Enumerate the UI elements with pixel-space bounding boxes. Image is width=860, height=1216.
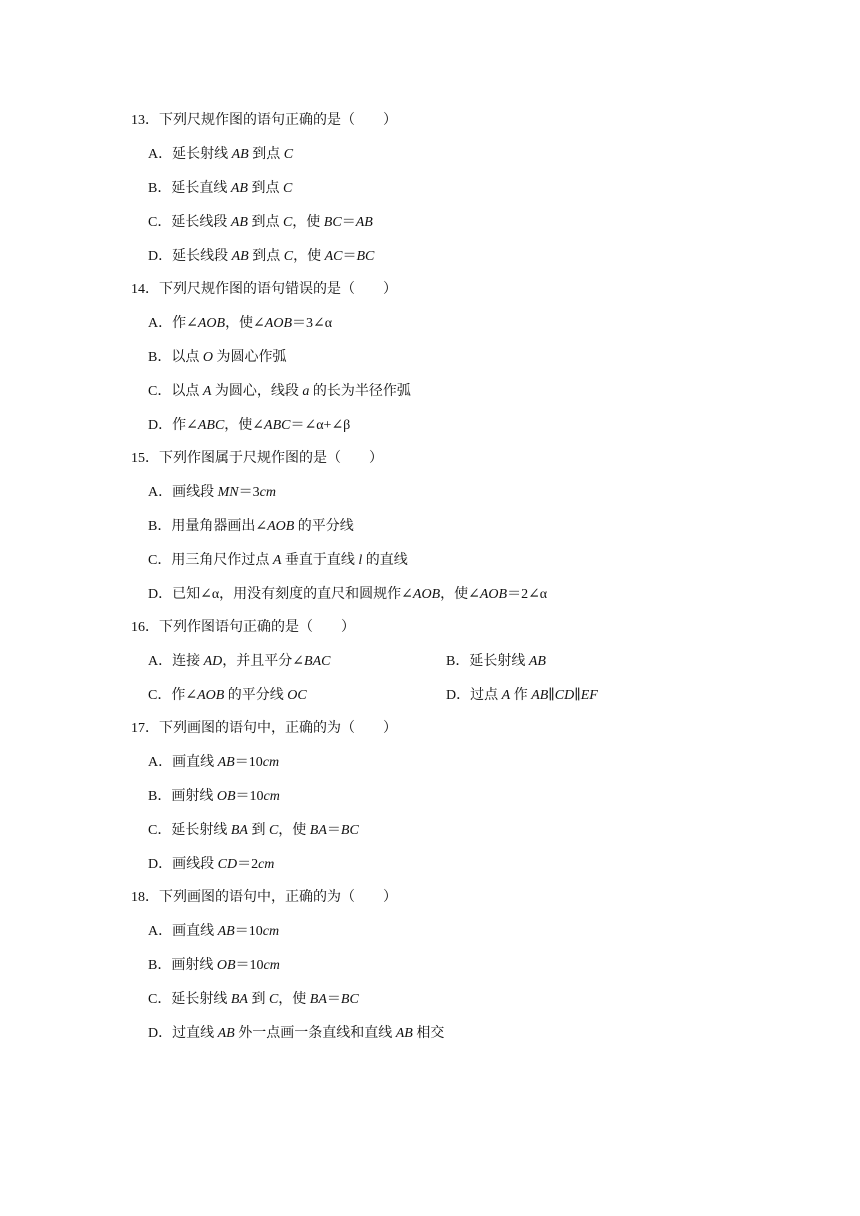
math-variable: cm bbox=[258, 857, 275, 872]
math-variable: AB bbox=[217, 924, 235, 939]
math-variable: A bbox=[202, 384, 212, 399]
math-variable: CD bbox=[217, 857, 238, 872]
math-variable: BA bbox=[230, 823, 248, 838]
math-variable: AB bbox=[217, 755, 235, 770]
math-variable: AB bbox=[528, 654, 546, 669]
math-variable: BAC bbox=[304, 654, 331, 669]
math-variable: MN bbox=[217, 485, 239, 500]
math-variable: AOB bbox=[412, 587, 441, 602]
math-variable: BC bbox=[340, 823, 359, 838]
question-14-stem: 14．下列尺规作图的语句错误的是（ ） bbox=[131, 282, 397, 297]
question-14-option-c: C．以点 A 为圆心，线段 a 的长为半径作弧 bbox=[148, 384, 411, 399]
math-variable: AOB bbox=[479, 587, 508, 602]
question-18-option-c: C．延长射线 BA 到 C，使 BA＝BC bbox=[148, 992, 359, 1007]
question-18-stem: 18．下列画图的语句中，正确的为（ ） bbox=[131, 890, 397, 905]
math-variable: C bbox=[283, 147, 294, 162]
question-14-option-d: D．作∠ABC，使∠ABC＝∠α+∠β bbox=[148, 418, 351, 433]
question-16-option-a: A．连接 AD，并且平分∠BAC bbox=[148, 654, 331, 669]
question-18-option-a: A．画直线 AB＝10cm bbox=[148, 924, 280, 939]
question-18-option-b: B．画射线 OB＝10cm bbox=[148, 958, 280, 973]
question-13-stem: 13．下列尺规作图的语句正确的是（ ） bbox=[131, 113, 397, 128]
math-variable: AOB bbox=[197, 316, 226, 331]
math-variable: ABC bbox=[264, 418, 291, 433]
math-variable: cm bbox=[262, 924, 280, 939]
math-variable: EF bbox=[580, 688, 598, 703]
question-16-option-b: B．延长射线 AB bbox=[446, 654, 546, 669]
math-variable: AC bbox=[324, 249, 343, 264]
math-variable: AD bbox=[203, 654, 223, 669]
math-variable: BC bbox=[356, 249, 375, 264]
math-variable: C bbox=[268, 992, 279, 1007]
math-variable: AOB bbox=[264, 316, 293, 331]
math-variable: BA bbox=[309, 992, 327, 1007]
question-17-option-b: B．画射线 OB＝10cm bbox=[148, 789, 280, 804]
math-variable: C bbox=[282, 181, 293, 196]
math-variable: BA bbox=[230, 992, 248, 1007]
question-18-option-d: D．过直线 AB 外一点画一条直线和直线 AB 相交 bbox=[148, 1026, 445, 1041]
math-variable: AB bbox=[395, 1026, 413, 1041]
math-variable: AB bbox=[231, 147, 249, 162]
math-variable: AB bbox=[230, 181, 248, 196]
question-13-option-d: D．延长线段 AB 到点 C，使 AC＝BC bbox=[148, 249, 375, 264]
math-variable: OB bbox=[216, 958, 236, 973]
question-16-option-c: C．作∠AOB 的平分线 OC bbox=[148, 688, 307, 703]
math-variable: cm bbox=[263, 958, 280, 973]
math-variable: cm bbox=[263, 789, 280, 804]
question-13-option-b: B．延长直线 AB 到点 C bbox=[148, 181, 293, 196]
question-16-option-d: D．过点 A 作 AB∥CD∥EF bbox=[446, 688, 598, 703]
math-variable: ABC bbox=[197, 418, 225, 433]
question-17-stem: 17．下列画图的语句中，正确的为（ ） bbox=[131, 721, 397, 736]
math-variable: OB bbox=[216, 789, 236, 804]
math-variable: AB bbox=[531, 688, 549, 703]
math-variable: AB bbox=[217, 1026, 235, 1041]
math-variable: AOB bbox=[197, 688, 225, 703]
question-15-option-b: B．用量角器画出∠AOB 的平分线 bbox=[148, 519, 354, 534]
math-variable: AOB bbox=[267, 519, 295, 534]
math-variable: A bbox=[272, 553, 282, 568]
question-15-stem: 15．下列作图属于尺规作图的是（ ） bbox=[131, 451, 383, 466]
question-14-option-b: B．以点 O 为圆心作弧 bbox=[148, 350, 287, 365]
math-variable: cm bbox=[262, 755, 280, 770]
math-variable: AB bbox=[231, 249, 249, 264]
math-variable: BC bbox=[340, 992, 359, 1007]
question-13-option-a: A．延长射线 AB 到点 C bbox=[148, 147, 294, 162]
question-17-option-d: D．画线段 CD＝2cm bbox=[148, 857, 275, 872]
math-variable: C bbox=[282, 215, 293, 230]
math-variable: C bbox=[283, 249, 294, 264]
question-15-option-d: D．已知∠α，用没有刻度的直尺和圆规作∠AOB，使∠AOB＝2∠α bbox=[148, 587, 548, 602]
math-variable: CD bbox=[554, 688, 575, 703]
question-15-option-a: A．画线段 MN＝3cm bbox=[148, 485, 276, 500]
math-variable: a bbox=[302, 384, 310, 399]
math-variable: BA bbox=[309, 823, 327, 838]
math-variable: A bbox=[501, 688, 511, 703]
math-variable: BC bbox=[323, 215, 342, 230]
math-variable: AB bbox=[355, 215, 373, 230]
math-variable: l bbox=[358, 553, 363, 568]
math-variable: AB bbox=[230, 215, 248, 230]
question-16-stem: 16．下列作图语句正确的是（ ） bbox=[131, 620, 355, 635]
question-14-option-a: A．作∠AOB，使∠AOB＝3∠α bbox=[148, 316, 333, 331]
math-variable: O bbox=[202, 350, 213, 365]
math-variable: cm bbox=[259, 485, 276, 500]
question-17-option-c: C．延长射线 BA 到 C，使 BA＝BC bbox=[148, 823, 359, 838]
math-variable: OC bbox=[287, 688, 307, 703]
question-15-option-c: C．用三角尺作过点 A 垂直于直线 l 的直线 bbox=[148, 553, 408, 568]
question-17-option-a: A．画直线 AB＝10cm bbox=[148, 755, 280, 770]
math-variable: C bbox=[268, 823, 279, 838]
question-13-option-c: C．延长线段 AB 到点 C，使 BC＝AB bbox=[148, 215, 373, 230]
